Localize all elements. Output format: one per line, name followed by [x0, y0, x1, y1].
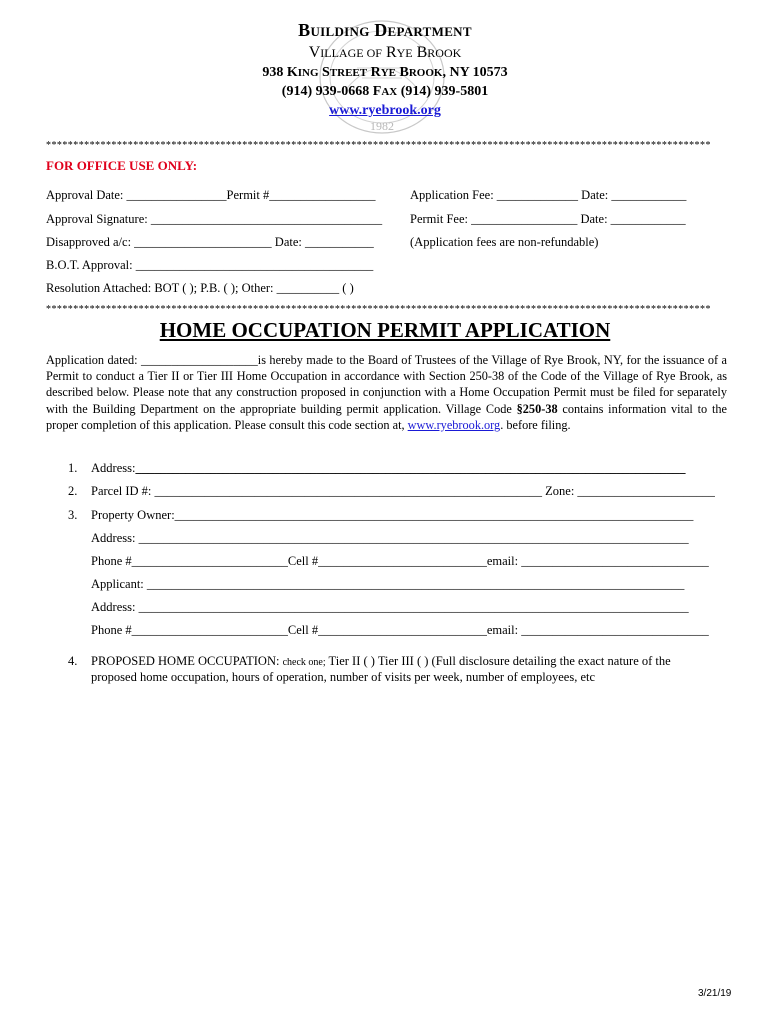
applicant-phone-field[interactable]: Phone #_________________________Cell #___________________________email: ______________________________: [91, 623, 709, 637]
owner-address-field[interactable]: Address: ________________________________________________________________________________________: [91, 531, 689, 545]
code-section: §250-38: [516, 401, 558, 416]
resolution-field[interactable]: Resolution Attached: BOT ( ); P.B. ( ); Other: __________ ( ): [46, 281, 354, 295]
divider-stars-bottom: **************************************************************************************************************************: [46, 304, 711, 315]
intro-paragraph: Application dated: ___________________is hereby made to the Board of Trustees of the Village of Rye Brook, NY, for the issuance of a Permit to conduct a Tier II or Tier III Home Occupation in accordance with Section 250-38 of the Code of the Village of Rye Brook, as described below. Please note that any construction proposed in conjunction with a Home Occupation Permit must be filed for separately with the Building Department on the appropriate building permit application. Village Code §250-38 contains information vital to the proper completion of this application. Please consult this code section at, www.ryebrook.org. before filing.: [46, 353, 727, 432]
item-number-3: 3.: [68, 508, 78, 522]
proposed-occupation-line[interactable]: PROPOSED HOME OCCUPATION: check one; Tier II ( ) Tier III ( ) (Full disclosure detailing the exact nature of the: [91, 654, 671, 668]
item-number-2: 2.: [68, 484, 78, 498]
address-field[interactable]: Address:________________________________________________________________________________________: [91, 461, 686, 475]
approval-date-field[interactable]: Approval Date: ________________Permit #_________________: [46, 188, 376, 202]
approval-signature-field[interactable]: Approval Signature: _____________________________________: [46, 212, 383, 226]
applicant-field[interactable]: Applicant: ______________________________________________________________________________________: [91, 577, 685, 591]
street-address: 938 KING STREET RYE BROOK, NY 10573: [262, 65, 508, 80]
ryebrook-link[interactable]: www.ryebrook.org: [407, 417, 501, 432]
proposed-occupation-line2: proposed home occupation, hours of operation, number of visits per week, number of employees, etc: [91, 670, 596, 684]
office-use-label: FOR OFFICE USE ONLY:: [46, 158, 198, 173]
form-title: HOME OCCUPATION PERMIT APPLICATION: [159, 318, 611, 342]
fees-note: (Application fees are non-refundable): [410, 235, 599, 249]
website-link[interactable]: www.ryebrook.org: [329, 103, 441, 118]
village-name: VILLAGE OF RYE BROOK: [308, 44, 462, 61]
item-number-4: 4.: [68, 654, 78, 668]
phone-fax: (914) 939-0668 FAX (914) 939-5801: [281, 84, 489, 99]
property-owner-field[interactable]: Property Owner:___________________________________________________________________________________: [91, 508, 694, 522]
bot-approval-field[interactable]: B.O.T. Approval: ______________________________________: [46, 258, 374, 272]
disapproved-field[interactable]: Disapproved a/c: ______________________ Date: ___________: [46, 235, 374, 249]
owner-phone-field[interactable]: Phone #_________________________Cell #___________________________email: ______________________________: [91, 554, 709, 568]
parcel-zone-field[interactable]: Parcel ID #: ______________________________________________________________ Zone: ______________________: [91, 484, 715, 498]
seal-year: 1982: [370, 119, 394, 133]
permit-fee-field[interactable]: Permit Fee: _________________ Date: ____________: [410, 212, 686, 226]
applicant-address-field[interactable]: Address: ________________________________________________________________________________________: [91, 600, 689, 614]
application-fee-field[interactable]: Application Fee: _____________ Date: ____________: [410, 188, 687, 202]
department-heading: BUILDING DEPARTMENT: [298, 20, 472, 40]
divider-stars-top: **************************************************************************************************************************: [46, 140, 711, 151]
item-number-1: 1.: [68, 461, 78, 475]
revision-date: 3/21/19: [698, 988, 732, 999]
